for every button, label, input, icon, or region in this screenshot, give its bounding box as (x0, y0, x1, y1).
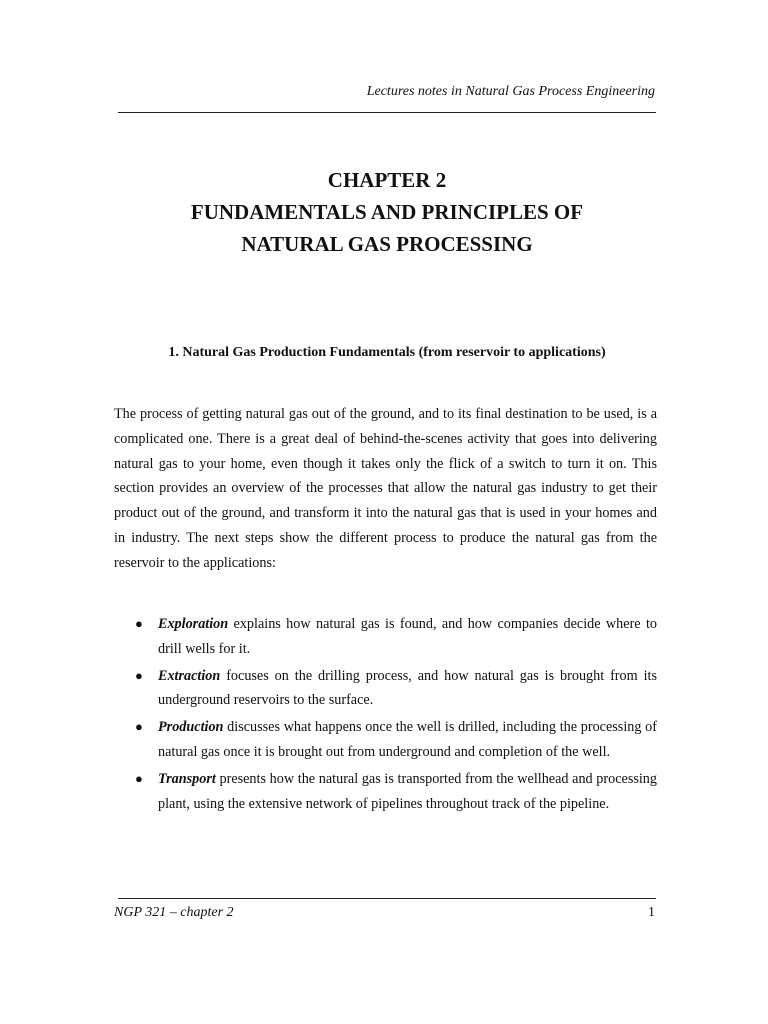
list-item-term: Production (158, 719, 224, 736)
list-item-text: explains how natural gas is found, and how companies decide where to drill wells for it. (158, 616, 657, 657)
running-header: Lectures notes in Natural Gas Process Engineering (366, 84, 655, 99)
page-number: 1 (648, 905, 655, 920)
bullet-icon: ● (135, 770, 143, 786)
list-item (114, 715, 657, 765)
list-item-text: presents how the natural gas is transported from the wellhead and processing plant, using the extensive network of pipelines throughout track of the pipeline. (158, 770, 657, 812)
list-item-term: Transport (158, 770, 216, 787)
section-heading: 1. Natural Gas Production Fundamentals (from reservoir to applications) (168, 345, 606, 360)
intro-paragraph: The process of getting natural gas out of the ground, and to its final destination to be used, is a complicated one. There is a great deal of behind-the-scenes activity that goes into delivering natural gas to your home, even though it takes only the flick of a switch to turn it on. This section provides an overview of the processes that allow the natural gas industry to get their product out of the ground, and transform it into the natural gas that is used in your homes and in industry. The next steps show the different process to produce the natural gas from the reservoir to the applications: (114, 406, 657, 571)
list-item (114, 612, 657, 662)
footer-course: NGP 321 – chapter 2 (114, 905, 234, 920)
header-divider (118, 112, 656, 113)
list-item-term: Exploration (158, 616, 229, 632)
chapter-title-line-1: FUNDAMENTALS AND PRINCIPLES OF (190, 200, 584, 224)
bullet-icon: ● (135, 667, 143, 683)
bullet-icon: ● (135, 616, 143, 631)
chapter-number: CHAPTER 2 (327, 168, 447, 192)
list-item-text: focuses on the drilling process, and how natural gas is brought from its underground reservoirs to the surface. (158, 667, 657, 709)
list-item-text: discusses what happens once the well is drilled, including the processing of natural gas once it is brought out from underground and completion of the well. (158, 719, 657, 760)
list-item-term: Extraction (158, 667, 221, 684)
list-item (114, 767, 657, 817)
list-item (114, 664, 657, 714)
footer-divider (118, 898, 656, 899)
bullet-icon: ● (135, 719, 143, 735)
process-steps-list (114, 612, 657, 818)
chapter-title (118, 164, 656, 260)
chapter-title-line-2: NATURAL GAS PROCESSING (241, 232, 533, 256)
